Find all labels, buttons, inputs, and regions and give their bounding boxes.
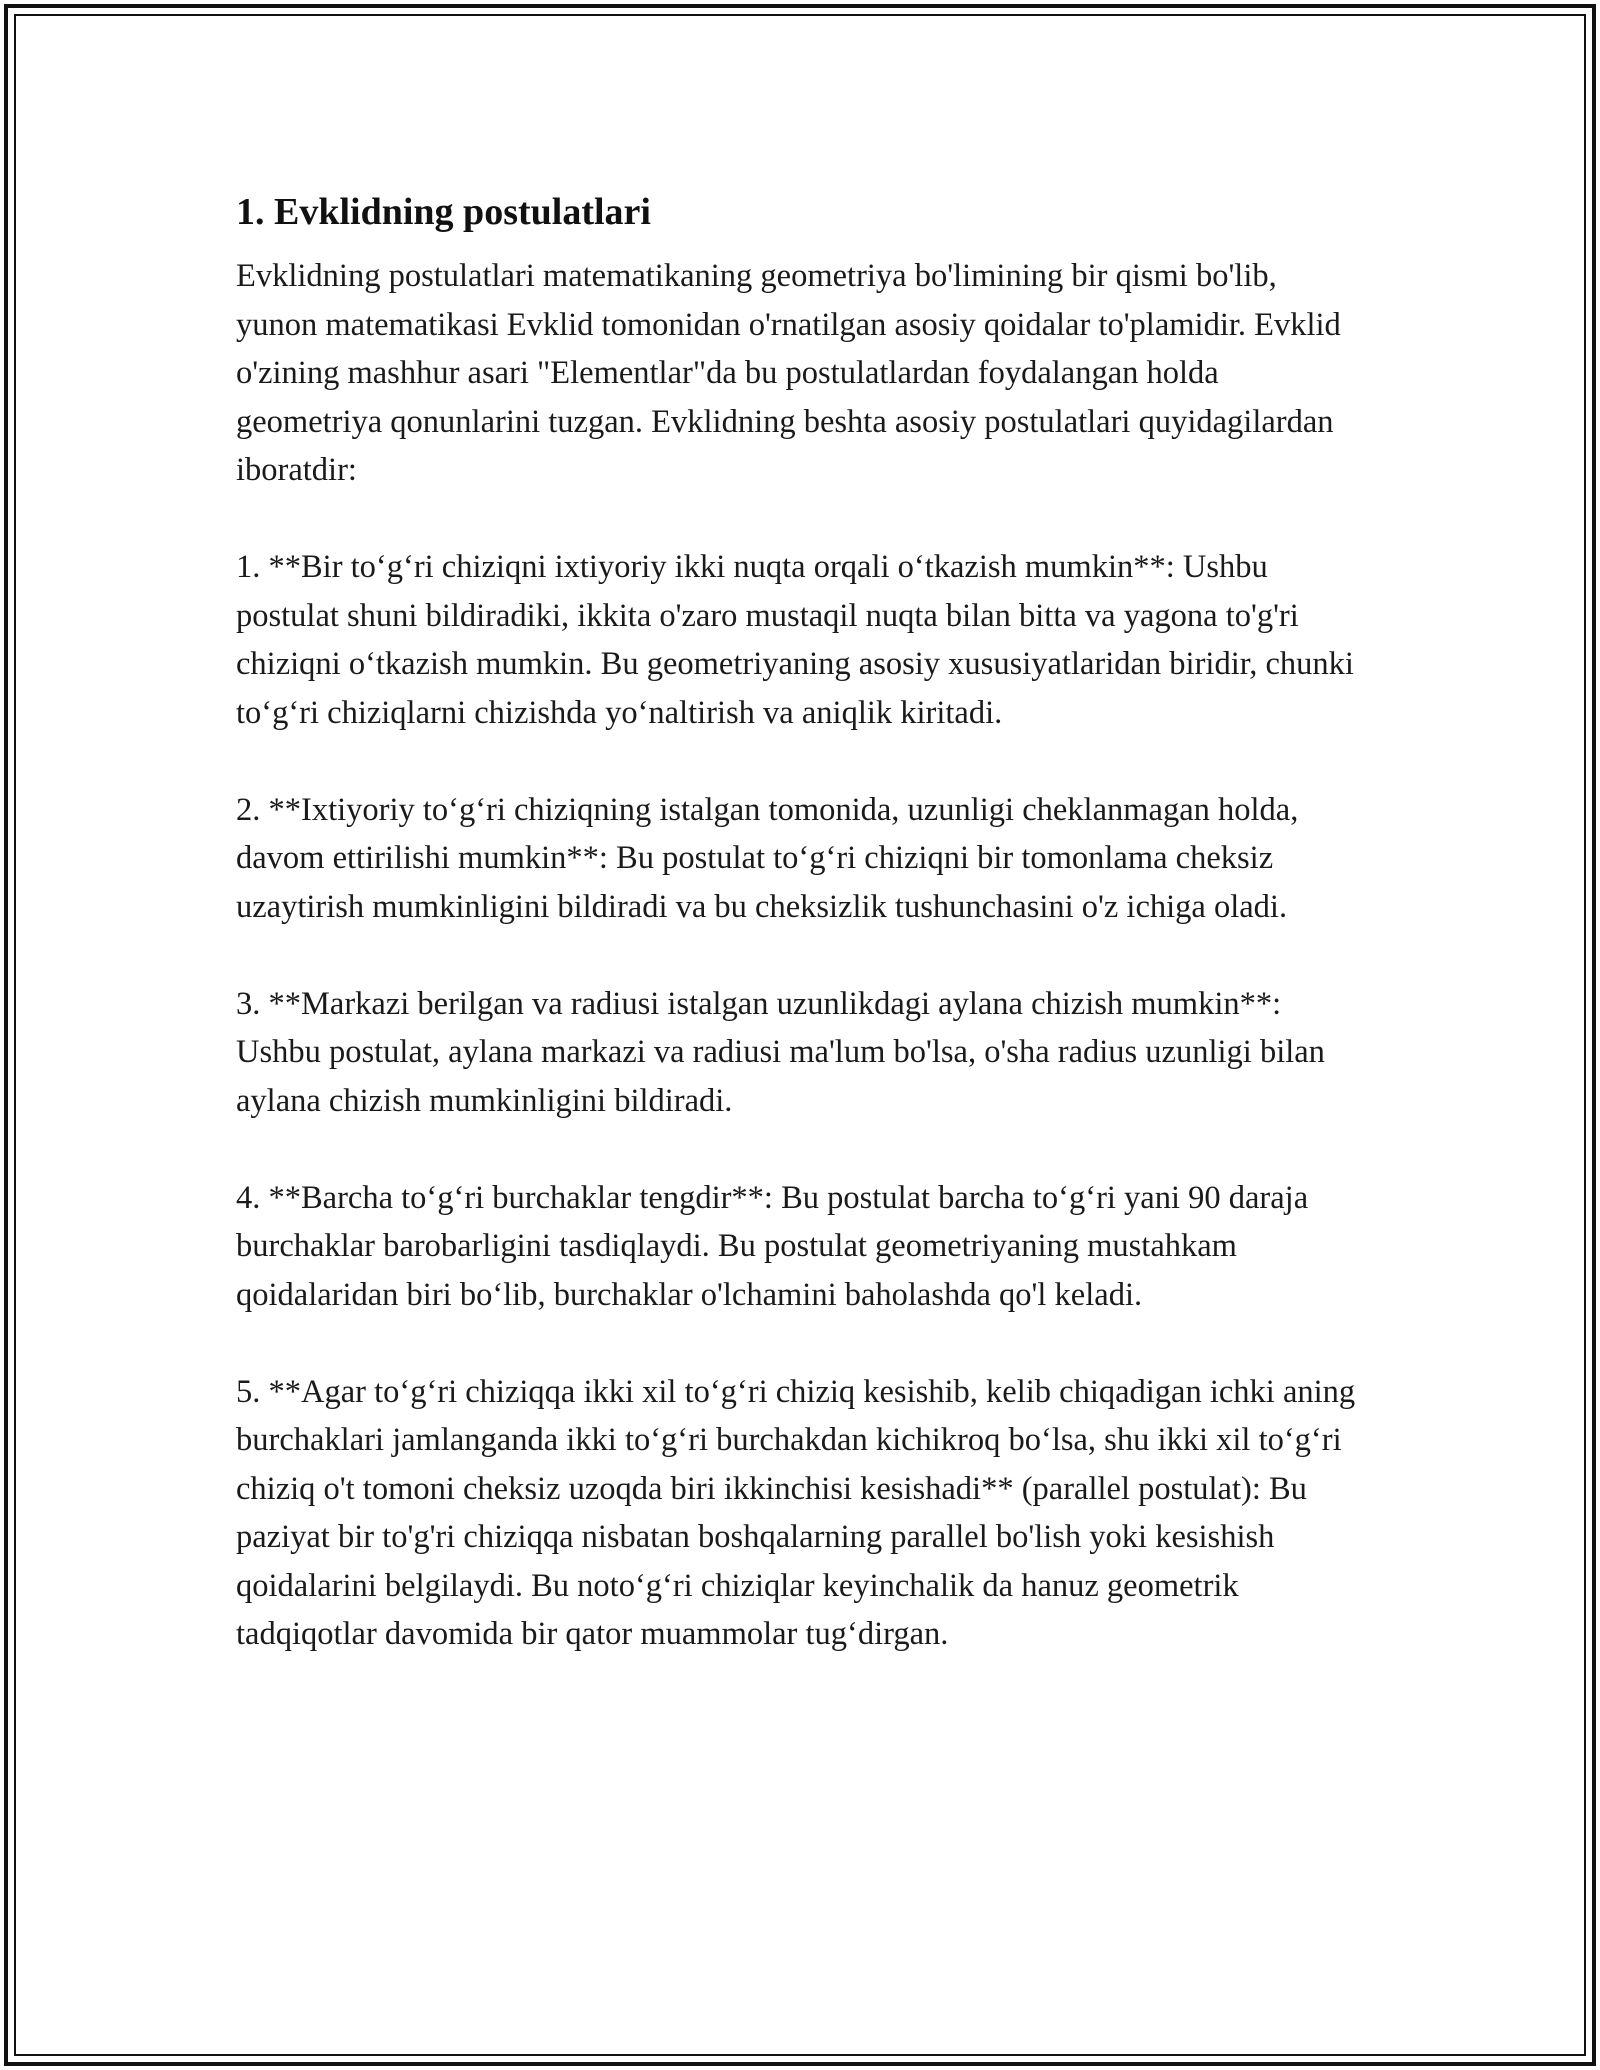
postulate-3-paragraph: 3. **Markazi berilgan va radiusi istalgan uzunlikdagi aylana chizish mumkin**: Ushbu postulat, aylana markazi va radiusi ma'lum bo'lsa, o'sha radius uzunligi bilan aylana chizish mumkinligini bildiradi. — [236, 985, 1325, 1119]
postulate-2-paragraph: 2. **Ixtiyoriy to‘g‘ri chiziqning istalgan tomonida, uzunligi cheklanmagan holda, davom ettirilishi mumkin**: Bu postulat to‘g‘ri chiziqni bir tomonlama cheksiz uzaytirish mumkinligini bildiradi va bu cheksizlik tushunchasini o'z ichiga oladi. — [236, 791, 1299, 925]
postulate-5-paragraph: 5. **Agar to‘g‘ri chiziqqa ikki xil to‘g‘ri chiziq kesishib, kelib chiqadigan ichki aning burchaklari jamlanganda ikki to‘g‘ri burchakdan kichikroq bo‘lsa, shu ikki xil to‘g‘ri chiziq o't tomoni cheksiz uzoqda biri ikkinchisi kesishadi** (parallel postulat): Bu paziyat bir to'g'ri chiziqqa nisbatan boshqalarning parallel bo'lish yoki kesishish qoidalarini belgilaydi. Bu noto‘g‘ri chiziqlar keyinchalik da hanuz geometrik tadqiqotlar davomida bir qator muammolar tug‘dirgan. — [236, 1373, 1356, 1652]
section-heading: 1. Evklidning postulatlari — [236, 191, 651, 233]
postulate-4-paragraph: 4. **Barcha to‘g‘ri burchaklar tengdir**: Bu postulat barcha to‘g‘ri yani 90 daraja burchaklar barobarligini tasdiqlaydi. Bu postulat geometriyaning mustahkam qoidalaridan biri bo‘lib, burchaklar o'lchamini baholashda qo'l keladi. — [236, 1179, 1309, 1313]
intro-paragraph: Evklidning postulatlari matematikaning geometriya bo'limining bir qismi bo'lib, yunon matematikasi Evklid tomonidan o'rnatilgan asosiy qoidalar to'plamidir. Evklid o'zining mashhur asari "Elementlar"da bu postulatlardan foydalangan holda geometriya qonunlarini tuzgan. Evklidning beshta asosiy postulatlari quyidagilardan iboratdir: — [236, 258, 1341, 488]
document-body — [236, 186, 1366, 1707]
postulate-1-paragraph: 1. **Bir to‘g‘ri chiziqni ixtiyoriy ikki nuqta orqali o‘tkazish mumkin**: Ushbu postulat shuni bildiradiki, ikkita o'zaro mustaqil nuqta bilan bitta va yagona to'g'ri chiziqni o‘tkazish mumkin. Bu geometriyaning asosiy xususiyatlaridan biridir, chunki to‘g‘ri chiziqlarni chizishda yo‘naltirish va aniqlik kiritadi. — [236, 549, 1354, 731]
